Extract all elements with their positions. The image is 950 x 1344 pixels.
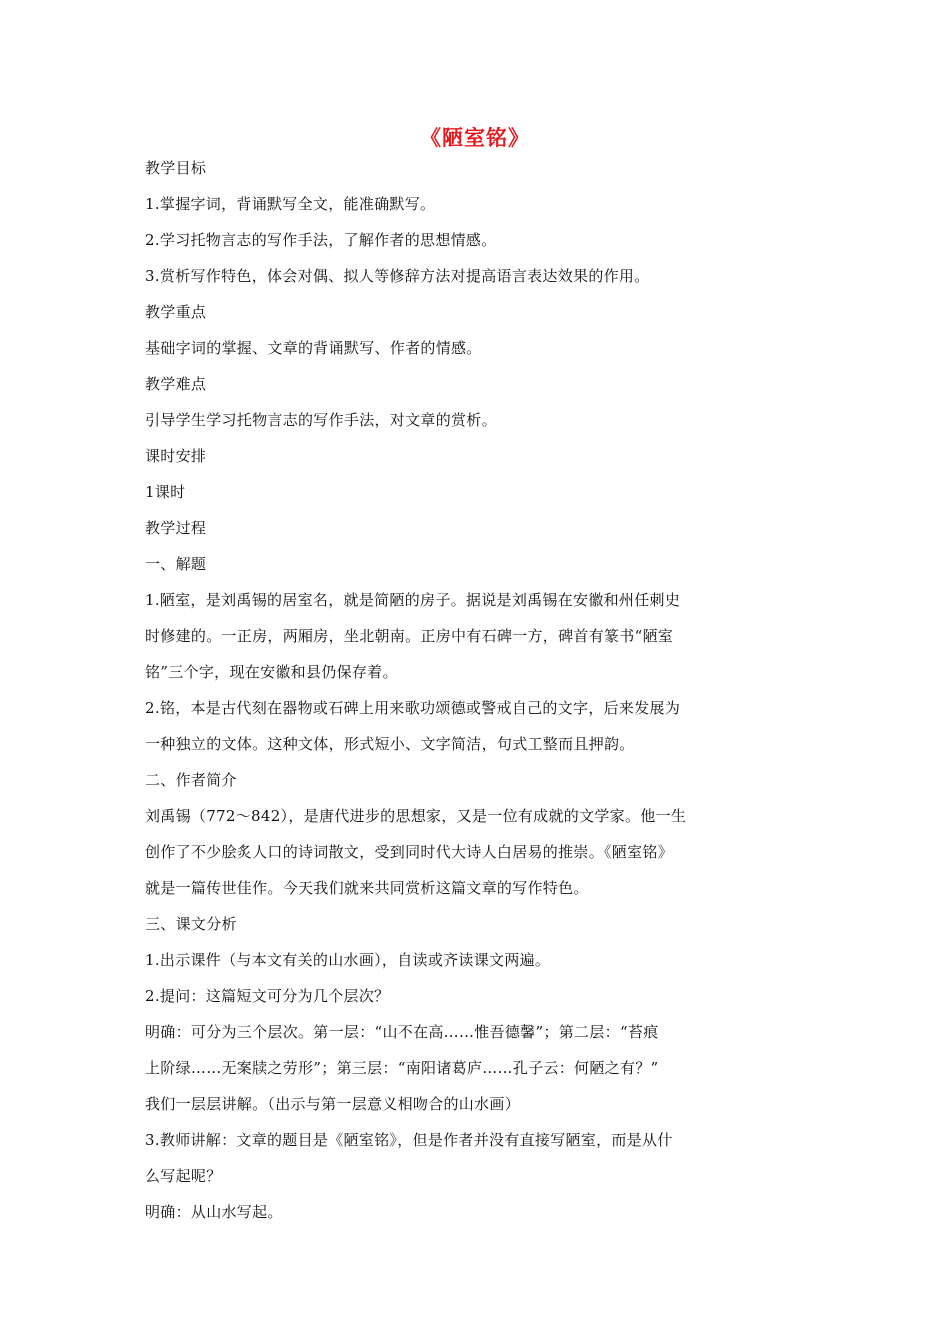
paragraph-line: 3.教师讲解：文章的题目是《陋室铭》，但是作者并没有直接写陋室，而是从什 [145, 1131, 673, 1149]
paragraph-line: 2.铭，本是古代刻在器物或石碑上用来歌功颂德或警戒自己的文字，后来发展为 [145, 699, 681, 717]
paragraph-line: 上阶绿……无案牍之劳形”；第三层：“南阳诸葛庐……孔子云：何陋之有？” [145, 1059, 659, 1077]
paragraph-line: 2.学习托物言志的写作手法，了解作者的思想情感。 [145, 231, 497, 249]
paragraph-line: 明确：可分为三个层次。第一层：“山不在高……惟吾德馨”；第二层：“苔痕 [145, 1023, 659, 1041]
paragraph-line: 时修建的。一正房，两厢房，坐北朝南。正房中有石碑一方，碑首有篆书“陋室 [145, 627, 674, 645]
paragraph-line: 一种独立的文体。这种文体，形式短小、文字简洁，句式工整而且押韵。 [145, 735, 635, 753]
document-title: 《陋室铭》 [420, 125, 530, 150]
paragraph-line: 基础字词的掌握、文章的背诵默写、作者的情感。 [145, 339, 482, 357]
paragraph-line: 1.掌握字词，背诵默写全文，能准确默写。 [145, 195, 436, 213]
paragraph-line: 引导学生学习托物言志的写作手法，对文章的赏析。 [145, 411, 497, 429]
paragraph-line: 2.提问：这篇短文可分为几个层次？ [145, 987, 390, 1005]
paragraph-line: 1.出示课件（与本文有关的山水画），自读或齐读课文两遍。 [145, 951, 551, 969]
document-body [145, 150, 735, 1230]
heading-objectives: 教学目标 [145, 159, 207, 177]
heading-key-points: 教学重点 [145, 303, 207, 321]
paragraph-line: 刘禹锡（772～842），是唐代进步的思想家，又是一位有成就的文学家。他一生 [145, 807, 687, 825]
heading-schedule: 课时安排 [145, 447, 207, 465]
paragraph-line: 1课时 [145, 483, 186, 501]
section-heading: 二、作者简介 [145, 771, 237, 789]
paragraph-line: 明确：从山水写起。 [145, 1203, 283, 1221]
section-heading: 一、解题 [145, 555, 207, 573]
paragraph-line: 3.赏析写作特色，体会对偶、拟人等修辞方法对提高语言表达效果的作用。 [145, 267, 650, 285]
heading-difficulties: 教学难点 [145, 375, 207, 393]
section-heading: 三、课文分析 [145, 915, 237, 933]
paragraph-line: 铭”三个字，现在安徽和县仍保存着。 [145, 663, 398, 681]
paragraph-line: 1.陋室，是刘禹锡的居室名，就是简陋的房子。据说是刘禹锡在安徽和州任刺史 [145, 591, 681, 609]
paragraph-line: 创作了不少脍炙人口的诗词散文，受到同时代大诗人白居易的推崇。《陋室铭》 [145, 843, 674, 861]
heading-process: 教学过程 [145, 519, 207, 537]
paragraph-line: 我们一层层讲解。（出示与第一层意义相吻合的山水画） [145, 1095, 521, 1113]
paragraph-line: 么写起呢？ [145, 1167, 222, 1185]
paragraph-line: 就是一篇传世佳作。今天我们就来共同赏析这篇文章的写作特色。 [145, 879, 589, 897]
